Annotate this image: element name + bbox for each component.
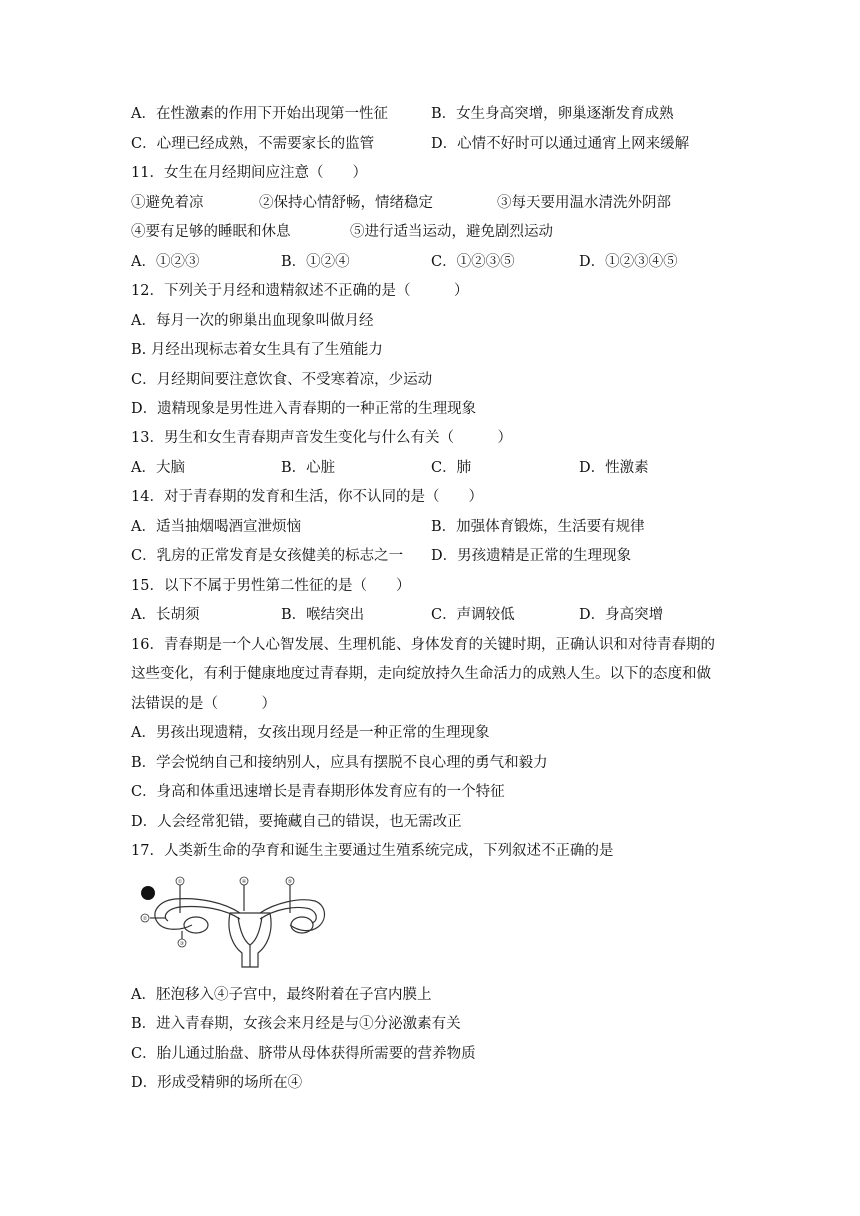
q10-option-c: C．心理已经成熟，不需要家长的监管 bbox=[131, 136, 375, 152]
q15-stem: 15．以下不属于男性第二性征的是（ ） bbox=[131, 578, 411, 594]
q17-option-a: A．胚泡移入④子宫中，最终附着在子宫内膜上 bbox=[131, 987, 432, 1003]
q11-item-4: ④要有足够的睡眠和休息 bbox=[131, 224, 291, 240]
female-reproductive-system-diagram bbox=[130, 873, 330, 973]
q14-option-c: C．乳房的正常发育是女孩健美的标志之一 bbox=[131, 548, 404, 564]
q11-item-1: ①避免着凉 bbox=[131, 195, 204, 211]
q13-option-a: A．大脑 bbox=[131, 460, 185, 476]
q16-option-b: B．学会悦纳自己和接纳别人，应具有摆脱不良心理的勇气和毅力 bbox=[131, 755, 548, 771]
q16-stem-line-3: 法错误的是（ ） bbox=[131, 696, 276, 712]
q11-option-a: A．①②③ bbox=[131, 254, 200, 270]
q10-option-b: B．女生身高突增，卵巢逐渐发育成熟 bbox=[431, 106, 674, 122]
q11-stem: 11．女生在月经期间应注意（ ） bbox=[131, 165, 367, 181]
q14-option-d: D．男孩遗精是正常的生理现象 bbox=[431, 548, 632, 564]
q16-option-d: D．人会经常犯错，要掩藏自己的错误，也无需改正 bbox=[131, 814, 462, 830]
q16-option-c: C．身高和体重迅速增长是青春期形体发育应有的一个特征 bbox=[131, 784, 505, 800]
q10-option-a: A．在性激素的作用下开始出现第一性征 bbox=[131, 106, 388, 122]
q14-option-b: B．加强体育锻炼，生活要有规律 bbox=[431, 519, 645, 535]
q10-option-d: D．心情不好时可以通过通宵上网来缓解 bbox=[431, 136, 690, 152]
q17-option-d: D．形成受精卵的场所在④ bbox=[131, 1075, 303, 1091]
q17-option-b: B．进入青春期，女孩会来月经是与①分泌激素有关 bbox=[131, 1016, 461, 1032]
figure-label-5: ⑤ bbox=[287, 878, 293, 885]
figure-label-3: ③ bbox=[179, 940, 185, 947]
q17-option-c: C．胎儿通过胎盘、脐带从母体获得所需要的营养物质 bbox=[131, 1046, 476, 1062]
q15-option-a: A．长胡须 bbox=[131, 607, 200, 623]
q11-option-d: D．①②③④⑤ bbox=[579, 254, 678, 270]
q11-item-2: ②保持心情舒畅，情绪稳定 bbox=[259, 195, 433, 211]
q12-option-b: B. 月经出现标志着女生具有了生殖能力 bbox=[131, 342, 383, 358]
q13-option-c: C．肺 bbox=[431, 460, 472, 476]
q14-stem: 14．对于青春期的发育和生活，你不认同的是（ ） bbox=[131, 489, 483, 505]
q15-option-b: B．喉结突出 bbox=[281, 607, 365, 623]
q13-option-b: B．心脏 bbox=[281, 460, 336, 476]
q12-option-c: C．月经期间要注意饮食、不受寒着凉，少运动 bbox=[131, 372, 433, 388]
q16-stem-line-1: 16．青春期是一个人心智发展、生理机能、身体发育的关键时期，正确认识和对待青春期的 bbox=[131, 637, 715, 653]
q11-option-c: C．①②③⑤ bbox=[431, 254, 515, 270]
q14-option-a: A．适当抽烟喝酒宣泄烦恼 bbox=[131, 519, 301, 535]
figure-label-2: ② bbox=[142, 915, 148, 922]
q16-stem-line-2: 这些变化，有利于健康地度过青春期，走向绽放持久生命活力的成熟人生。以下的态度和做 bbox=[131, 666, 711, 682]
q12-option-d: D．遗精现象是男性进入青春期的一种正常的生理现象 bbox=[131, 401, 477, 417]
q13-stem: 13．男生和女生青春期声音发生变化与什么有关（ ） bbox=[131, 430, 512, 446]
q13-option-d: D．性激素 bbox=[579, 460, 649, 476]
q15-option-d: D．身高突增 bbox=[579, 607, 664, 623]
q11-item-3: ③每天要用温水清洗外阴部 bbox=[497, 195, 671, 211]
q11-item-5: ⑤进行适当运动，避免剧烈运动 bbox=[350, 224, 553, 240]
q12-option-a: A．每月一次的卵巢出血现象叫做月经 bbox=[131, 313, 374, 329]
figure-label-4: ④ bbox=[241, 878, 247, 885]
q16-option-a: A．男孩出现遗精，女孩出现月经是一种正常的生理现象 bbox=[131, 725, 490, 741]
q12-stem: 12．下列关于月经和遗精叙述不正确的是（ ） bbox=[131, 283, 469, 299]
q17-stem: 17．人类新生命的孕育和诞生主要通过生殖系统完成，下列叙述不正确的是 bbox=[131, 843, 614, 859]
q11-option-b: B．①②④ bbox=[281, 254, 350, 270]
figure-label-1: ① bbox=[177, 878, 183, 885]
q15-option-c: C．声调较低 bbox=[431, 607, 515, 623]
